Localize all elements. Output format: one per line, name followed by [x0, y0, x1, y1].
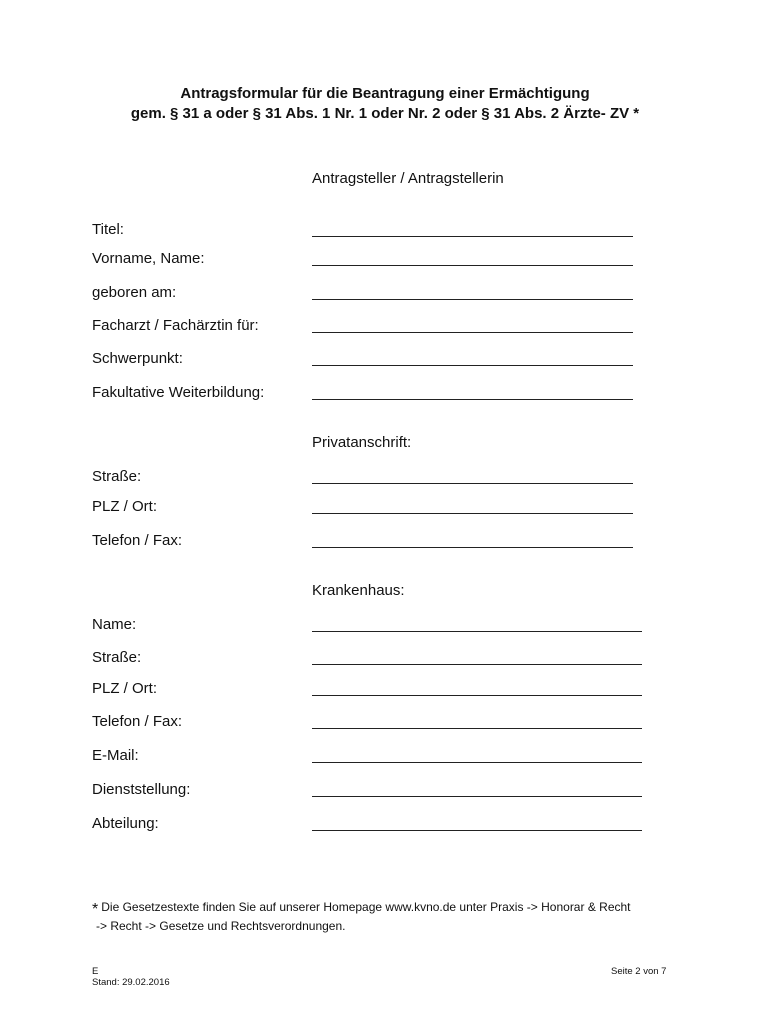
- field-row-birthdate: [0, 284, 770, 306]
- field-line-hospital-street[interactable]: [312, 664, 642, 665]
- footnote-line-2: -> Recht -> Gesetze und Rechtsverordnungen.: [96, 919, 346, 933]
- field-label-birthdate: geboren am:: [92, 284, 177, 301]
- field-line-specialist[interactable]: [312, 332, 633, 333]
- field-label-focus: Schwerpunkt:: [92, 350, 183, 367]
- field-label-name: Vorname, Name:: [92, 250, 205, 267]
- field-row-hospital-city: [0, 680, 770, 702]
- field-line-hospital-position[interactable]: [312, 796, 642, 797]
- field-line-hospital-department[interactable]: [312, 830, 642, 831]
- field-label-private-street: Straße:: [92, 468, 142, 485]
- field-label-private-city: PLZ / Ort:: [92, 498, 158, 515]
- field-line-focus[interactable]: [312, 365, 633, 366]
- applicant-section-heading: Antragsteller / Antragstellerin: [312, 170, 504, 187]
- field-line-name[interactable]: [312, 265, 633, 266]
- field-line-birthdate[interactable]: [312, 299, 633, 300]
- field-row-hospital-position: [0, 781, 770, 803]
- field-label-hospital-phone: Telefon / Fax:: [92, 713, 183, 730]
- field-line-hospital-city[interactable]: [312, 695, 642, 696]
- field-line-hospital-phone[interactable]: [312, 728, 642, 729]
- footer-stand-date: Stand: 29.02.2016: [92, 977, 170, 988]
- field-row-private-phone: [0, 532, 770, 554]
- field-row-private-city: [0, 498, 770, 520]
- footnote-marker: *: [92, 901, 99, 918]
- field-row-hospital-name: [0, 616, 770, 638]
- field-line-private-city[interactable]: [312, 513, 633, 514]
- field-label-specialist: Facharzt / Fachärztin für:: [92, 317, 259, 334]
- footnote: [92, 899, 692, 934]
- field-line-hospital-email[interactable]: [312, 762, 642, 763]
- form-title-line-2: gem. § 31 a oder § 31 Abs. 1 Nr. 1 oder Nr. 2 oder § 31 Abs. 2 Ärzte- ZV *: [130, 105, 640, 122]
- form-title-line-1: Antragsformular für die Beantragung einer Ermächtigung: [180, 85, 590, 102]
- field-row-private-street: [0, 468, 770, 490]
- field-label-hospital-department: Abteilung:: [92, 815, 159, 832]
- footnote-line-1: Die Gesetzestexte finden Sie auf unserer Homepage www.kvno.de unter Praxis -> Honorar & Recht: [101, 900, 631, 914]
- field-row-training: [0, 384, 770, 406]
- footer-left: [92, 966, 170, 988]
- field-label-hospital-position: Dienststellung:: [92, 781, 191, 798]
- field-label-hospital-email: E-Mail:: [92, 747, 139, 764]
- footer-code: E: [92, 966, 99, 977]
- field-line-training[interactable]: [312, 399, 633, 400]
- private-address-heading: Privatanschrift:: [312, 434, 412, 451]
- field-label-hospital-name: Name:: [92, 616, 137, 633]
- field-line-private-phone[interactable]: [312, 547, 633, 548]
- field-row-name: [0, 250, 770, 272]
- field-label-private-phone: Telefon / Fax:: [92, 532, 183, 549]
- field-label-hospital-city: PLZ / Ort:: [92, 680, 158, 697]
- field-label-training: Fakultative Weiterbildung:: [92, 384, 265, 401]
- field-row-focus: [0, 350, 770, 372]
- field-label-title: Titel:: [92, 221, 124, 238]
- footer-page-number: Seite 2 von 7: [611, 966, 667, 977]
- field-row-hospital-street: [0, 649, 770, 671]
- field-row-title: [0, 221, 770, 243]
- field-label-hospital-street: Straße:: [92, 649, 142, 666]
- field-line-private-street[interactable]: [312, 483, 633, 484]
- field-row-hospital-phone: [0, 713, 770, 735]
- field-line-hospital-name[interactable]: [312, 631, 642, 632]
- field-row-hospital-email: [0, 747, 770, 769]
- field-row-hospital-department: [0, 815, 770, 837]
- hospital-section-heading: Krankenhaus:: [312, 582, 405, 599]
- field-row-specialist: [0, 317, 770, 339]
- field-line-title[interactable]: [312, 236, 633, 237]
